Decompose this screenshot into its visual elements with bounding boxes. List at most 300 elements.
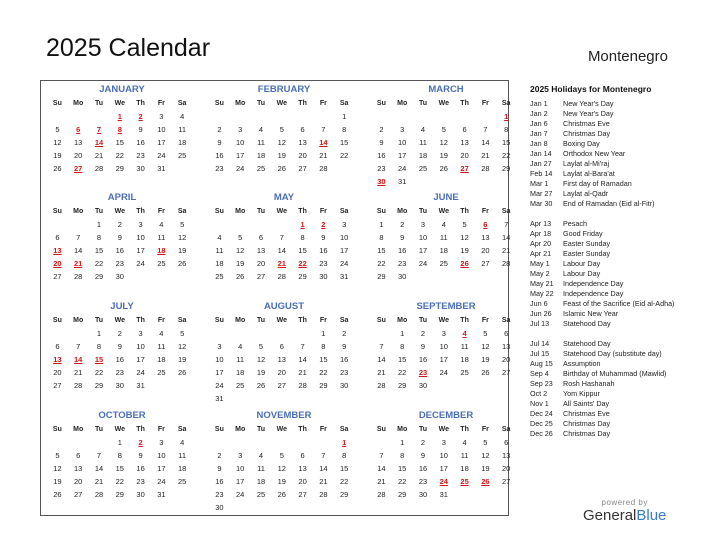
day-cell: 30	[398, 272, 407, 281]
day-cell: 22	[115, 151, 124, 160]
month-name: AUGUST	[263, 301, 305, 312]
day-cell: 12	[481, 451, 490, 460]
day-cell: 9	[117, 233, 122, 242]
weekday-label: Th	[298, 317, 307, 324]
holiday-day: 25	[460, 477, 469, 486]
holiday-item	[530, 159, 700, 169]
day-cell: 31	[398, 177, 407, 186]
day-cell: 6	[504, 329, 509, 338]
week-row	[209, 257, 359, 270]
week-row	[371, 257, 521, 270]
week-row	[371, 475, 521, 488]
day-cell: 26	[178, 259, 187, 268]
day-cell: 25	[236, 381, 245, 390]
empty-cell	[475, 110, 496, 123]
weekday-label: Tu	[94, 208, 104, 215]
day-cell: 3	[159, 438, 164, 447]
day-cell: 7	[321, 451, 326, 460]
week-row	[47, 488, 197, 501]
holiday-date: May 1	[530, 259, 550, 268]
day-cell: 13	[460, 138, 469, 147]
month-january	[47, 83, 197, 175]
week-row	[371, 366, 521, 379]
day-cell: 7	[300, 342, 305, 351]
weekday-label: Sa	[177, 426, 187, 433]
weekday-label: Su	[52, 208, 62, 215]
day-cell: 8	[96, 233, 102, 242]
weekday-label: Fr	[157, 208, 165, 215]
day-cell: 8	[321, 342, 326, 351]
day-cell: 24	[136, 259, 145, 268]
week-row	[371, 327, 521, 340]
day-cell: 7	[321, 125, 326, 134]
holiday-day: 20	[53, 259, 62, 268]
holiday-item	[530, 369, 700, 379]
day-cell: 4	[180, 112, 185, 121]
holiday-name: Pesach	[563, 219, 587, 228]
day-cell: 16	[398, 246, 407, 255]
holiday-date: Jan 6	[530, 119, 548, 128]
weekday-label: Fr	[319, 426, 327, 433]
day-cell: 17	[418, 246, 428, 255]
weekday-label: We	[276, 426, 287, 433]
holiday-date: Oct 2	[530, 389, 548, 398]
day-cell: 28	[94, 164, 104, 173]
day-cell: 10	[236, 138, 245, 147]
day-cell: 18	[460, 464, 469, 473]
week-row	[371, 162, 521, 175]
day-cell: 17	[439, 355, 448, 364]
week-row	[371, 379, 521, 392]
empty-cell	[89, 110, 110, 123]
day-cell: 13	[256, 246, 266, 255]
empty-cell	[172, 379, 193, 392]
day-cell: 7	[96, 451, 102, 460]
empty-cell	[454, 270, 475, 283]
day-cell: 30	[115, 272, 124, 281]
day-cell: 24	[136, 368, 145, 377]
month-name: JANUARY	[99, 84, 145, 95]
week-row	[371, 149, 521, 162]
day-cell: 25	[460, 368, 469, 377]
day-cell: 14	[74, 246, 83, 255]
empty-cell	[251, 501, 272, 514]
weekday-label: Mo	[235, 426, 246, 433]
day-cell: 7	[279, 233, 284, 242]
day-cell: 16	[418, 355, 428, 364]
holiday-name: Laylat al-Qadr	[563, 189, 609, 198]
week-row	[47, 475, 197, 488]
weekday-label: Sa	[177, 100, 187, 107]
day-cell: 24	[236, 164, 245, 173]
day-cell: 6	[258, 233, 264, 242]
empty-cell	[47, 110, 68, 123]
holiday-list-title: 2025 Holidays for Montenegro	[530, 84, 652, 94]
holiday-items	[530, 99, 700, 439]
weekday-header	[47, 97, 197, 110]
day-cell: 27	[53, 272, 62, 281]
weekday-label: Tu	[256, 100, 266, 107]
powered-by-text: powered by	[601, 498, 648, 507]
weekday-label: Su	[214, 208, 224, 215]
month-june	[371, 191, 521, 283]
holiday-item	[530, 389, 700, 399]
day-cell: 14	[319, 464, 328, 473]
day-cell: 25	[157, 368, 166, 377]
empty-cell	[454, 110, 475, 123]
weekday-label: Th	[136, 426, 145, 433]
weekday-label: Fr	[157, 317, 165, 324]
holiday-name: Labour Day	[563, 269, 601, 278]
weekday-label: Su	[52, 100, 62, 107]
weekday-label: Fr	[157, 426, 165, 433]
day-cell: 12	[178, 233, 187, 242]
weekday-label: Su	[214, 317, 224, 324]
day-cell: 25	[439, 259, 448, 268]
holiday-day: 26	[460, 259, 469, 268]
empty-cell	[68, 218, 89, 231]
day-cell: 24	[398, 164, 407, 173]
holiday-day: 14	[319, 138, 328, 147]
week-row	[371, 123, 521, 136]
holiday-date: Jan 27	[530, 159, 552, 168]
empty-cell	[68, 436, 89, 449]
day-cell: 2	[400, 220, 405, 229]
week-row	[47, 436, 197, 449]
day-cell: 23	[215, 164, 224, 173]
holiday-date: May 22	[530, 289, 554, 298]
empty-cell	[151, 270, 172, 283]
day-cell: 16	[115, 355, 124, 364]
day-cell: 7	[379, 451, 384, 460]
day-cell: 15	[319, 355, 328, 364]
weekday-label: Th	[136, 208, 145, 215]
holiday-date: Jul 14	[530, 339, 550, 348]
day-cell: 9	[138, 125, 143, 134]
holiday-name: Independence Day	[563, 279, 624, 288]
day-cell: 2	[420, 329, 426, 338]
week-row	[209, 379, 359, 392]
day-cell: 23	[215, 490, 224, 499]
day-cell: 15	[340, 138, 349, 147]
day-cell: 22	[340, 151, 349, 160]
weekday-label: Th	[136, 317, 145, 324]
month-name: FEBRUARY	[257, 84, 311, 95]
empty-cell	[251, 218, 272, 231]
day-cell: 26	[277, 164, 286, 173]
week-row	[209, 475, 359, 488]
empty-cell	[271, 392, 292, 405]
day-cell: 11	[178, 451, 187, 460]
day-cell: 5	[238, 233, 243, 242]
day-cell: 8	[96, 342, 102, 351]
day-cell: 17	[236, 477, 245, 486]
holiday-name: Christmas Day	[563, 129, 611, 138]
holiday-name: Feast of the Sacrifice (Eid al-Adha)	[563, 299, 675, 308]
holiday-date: Apr 21	[530, 249, 552, 258]
empty-cell	[251, 110, 272, 123]
week-row	[47, 340, 197, 353]
empty-cell	[292, 327, 313, 340]
day-cell: 30	[340, 381, 349, 390]
day-cell: 18	[256, 477, 266, 486]
week-row	[47, 149, 197, 162]
day-cell: 3	[420, 220, 426, 229]
month-name: SEPTEMBER	[416, 301, 476, 312]
day-cell: 10	[418, 233, 428, 242]
holiday-item	[530, 219, 700, 229]
week-row	[209, 501, 359, 514]
holiday-name: Islamic New Year	[563, 309, 619, 318]
holiday-date: Mar 27	[530, 189, 553, 198]
day-cell: 10	[340, 233, 349, 242]
holiday-day: 7	[96, 125, 102, 134]
weekday-label: Fr	[319, 208, 327, 215]
empty-cell	[230, 110, 251, 123]
holiday-item	[530, 429, 700, 439]
day-cell: 22	[398, 477, 407, 486]
holiday-day: 30	[377, 177, 386, 186]
day-cell: 30	[319, 272, 328, 281]
day-cell: 1	[96, 329, 102, 338]
day-cell: 12	[236, 246, 245, 255]
day-cell: 24	[418, 259, 428, 268]
day-cell: 15	[340, 464, 349, 473]
weekday-label: We	[276, 208, 287, 215]
day-cell: 8	[342, 125, 347, 134]
week-row	[47, 218, 197, 231]
holiday-date: Apr 13	[530, 219, 552, 228]
week-row	[47, 136, 197, 149]
day-cell: 6	[55, 342, 60, 351]
week-row	[209, 462, 359, 475]
holiday-name: Christmas Day	[563, 419, 611, 428]
day-cell: 1	[342, 112, 347, 121]
weekday-label: Mo	[397, 317, 408, 324]
day-cell: 29	[377, 272, 386, 281]
day-cell: 22	[115, 477, 124, 486]
day-cell: 14	[481, 138, 490, 147]
weekday-label: Th	[298, 208, 307, 215]
weekday-label: Th	[136, 100, 145, 107]
day-cell: 9	[321, 233, 326, 242]
day-cell: 15	[298, 246, 307, 255]
weekday-label: We	[114, 100, 125, 107]
day-cell: 22	[94, 259, 104, 268]
weekday-label: Su	[376, 317, 386, 324]
weekday-label: We	[438, 426, 449, 433]
holiday-item	[530, 279, 700, 289]
day-cell: 16	[340, 355, 349, 364]
empty-cell	[413, 110, 434, 123]
empty-cell	[292, 110, 313, 123]
day-cell: 17	[439, 464, 448, 473]
day-cell: 12	[178, 342, 187, 351]
day-cell: 18	[256, 151, 266, 160]
day-cell: 13	[298, 464, 307, 473]
day-cell: 10	[215, 355, 224, 364]
weekday-label: We	[114, 317, 125, 324]
holiday-name: Orthodox New Year	[563, 149, 626, 158]
holiday-name: Laylat al-Bara'at	[563, 169, 615, 178]
day-cell: 10	[398, 138, 407, 147]
day-cell: 3	[138, 329, 143, 338]
day-cell: 9	[217, 138, 222, 147]
day-cell: 20	[74, 477, 83, 486]
day-cell: 28	[74, 381, 83, 390]
empty-cell	[68, 110, 89, 123]
day-cell: 22	[340, 477, 349, 486]
weekday-label: Tu	[94, 100, 104, 107]
week-row	[209, 244, 359, 257]
week-row	[371, 270, 521, 283]
day-cell: 10	[136, 233, 145, 242]
holiday-name: Boxing Day	[563, 139, 600, 148]
day-cell: 4	[238, 342, 243, 351]
weekday-label: Tu	[94, 317, 104, 324]
holiday-day: 6	[76, 125, 81, 134]
weekday-header	[371, 314, 521, 327]
month-november	[209, 409, 359, 514]
month-february	[209, 83, 359, 175]
week-row	[209, 110, 359, 123]
day-cell: 19	[178, 246, 187, 255]
empty-cell	[334, 501, 355, 514]
week-row	[371, 175, 521, 188]
empty-cell	[230, 327, 251, 340]
day-cell: 12	[277, 138, 286, 147]
day-cell: 2	[420, 438, 426, 447]
empty-cell	[433, 175, 454, 188]
holiday-name: Assumption	[563, 359, 601, 368]
month-april	[47, 191, 197, 283]
day-cell: 17	[236, 151, 245, 160]
weekday-label: Th	[460, 426, 469, 433]
day-cell: 20	[460, 151, 469, 160]
day-cell: 21	[94, 151, 104, 160]
weekday-label: Mo	[235, 317, 246, 324]
day-cell: 25	[215, 272, 224, 281]
holiday-name: End of Ramadan (Eid al-Fitr)	[563, 199, 655, 208]
day-cell: 10	[157, 125, 166, 134]
holiday-name: First day of Ramadan	[563, 179, 632, 188]
weekday-header	[209, 205, 359, 218]
empty-cell	[496, 175, 517, 188]
day-cell: 12	[277, 464, 286, 473]
holiday-date: Jun 6	[530, 299, 548, 308]
day-cell: 31	[340, 272, 349, 281]
week-row	[47, 162, 197, 175]
day-cell: 3	[159, 112, 164, 121]
day-cell: 9	[138, 451, 143, 460]
weekday-label: Mo	[73, 426, 84, 433]
day-cell: 13	[481, 233, 490, 242]
holiday-item	[530, 249, 700, 259]
holiday-item	[530, 379, 700, 389]
empty-cell	[151, 379, 172, 392]
day-cell: 11	[157, 233, 166, 242]
day-cell: 29	[115, 164, 124, 173]
empty-cell	[475, 270, 496, 283]
day-cell: 20	[256, 259, 266, 268]
day-cell: 14	[298, 355, 307, 364]
day-cell: 14	[377, 355, 386, 364]
day-cell: 26	[53, 164, 62, 173]
empty-cell	[251, 436, 272, 449]
day-cell: 26	[277, 490, 286, 499]
day-cell: 8	[342, 451, 347, 460]
day-cell: 23	[136, 477, 145, 486]
day-cell: 6	[462, 125, 467, 134]
empty-cell	[251, 327, 272, 340]
day-cell: 29	[94, 272, 104, 281]
day-cell: 5	[258, 342, 264, 351]
holiday-item	[530, 329, 700, 339]
weekday-label: Tu	[256, 208, 266, 215]
month-name: NOVEMBER	[256, 410, 312, 421]
day-cell: 30	[215, 503, 224, 512]
day-cell: 11	[460, 451, 469, 460]
day-cell: 8	[300, 233, 305, 242]
day-cell: 6	[504, 438, 509, 447]
empty-cell	[251, 392, 272, 405]
holiday-name: Labour Day	[563, 259, 601, 268]
holiday-item	[530, 359, 700, 369]
empty-cell	[454, 175, 475, 188]
day-cell: 26	[481, 368, 490, 377]
day-cell: 23	[319, 259, 328, 268]
weekday-label: Mo	[235, 208, 246, 215]
weekday-label: Sa	[177, 317, 187, 324]
weekday-label: Sa	[501, 426, 511, 433]
day-cell: 1	[117, 438, 122, 447]
holiday-day: 22	[298, 259, 307, 268]
holiday-date: Jan 14	[530, 149, 552, 158]
holiday-date: Mar 1	[530, 179, 549, 188]
empty-cell	[209, 218, 230, 231]
day-cell: 19	[277, 477, 286, 486]
day-cell: 27	[74, 490, 83, 499]
day-cell: 10	[157, 451, 166, 460]
day-cell: 25	[157, 259, 166, 268]
weekday-label: Th	[460, 208, 469, 215]
day-cell: 23	[418, 477, 428, 486]
day-cell: 18	[178, 464, 187, 473]
day-cell: 4	[258, 451, 264, 460]
holiday-date: Jan 1	[530, 99, 548, 108]
holiday-item	[530, 239, 700, 249]
day-cell: 9	[117, 342, 122, 351]
day-cell: 21	[319, 477, 328, 486]
holiday-date	[530, 329, 563, 339]
day-cell: 28	[74, 272, 83, 281]
day-cell: 31	[439, 490, 448, 499]
day-cell: 15	[377, 246, 386, 255]
month-may	[209, 191, 359, 283]
day-cell: 28	[319, 164, 328, 173]
week-row	[209, 149, 359, 162]
empty-cell	[68, 327, 89, 340]
day-cell: 5	[55, 451, 60, 460]
day-cell: 28	[298, 381, 307, 390]
empty-cell	[475, 175, 496, 188]
day-cell: 28	[277, 272, 286, 281]
holiday-day: 4	[462, 329, 467, 338]
weekday-label: Tu	[418, 100, 428, 107]
empty-cell	[209, 327, 230, 340]
weekday-label: Su	[52, 426, 62, 433]
weekday-label: Th	[460, 317, 469, 324]
